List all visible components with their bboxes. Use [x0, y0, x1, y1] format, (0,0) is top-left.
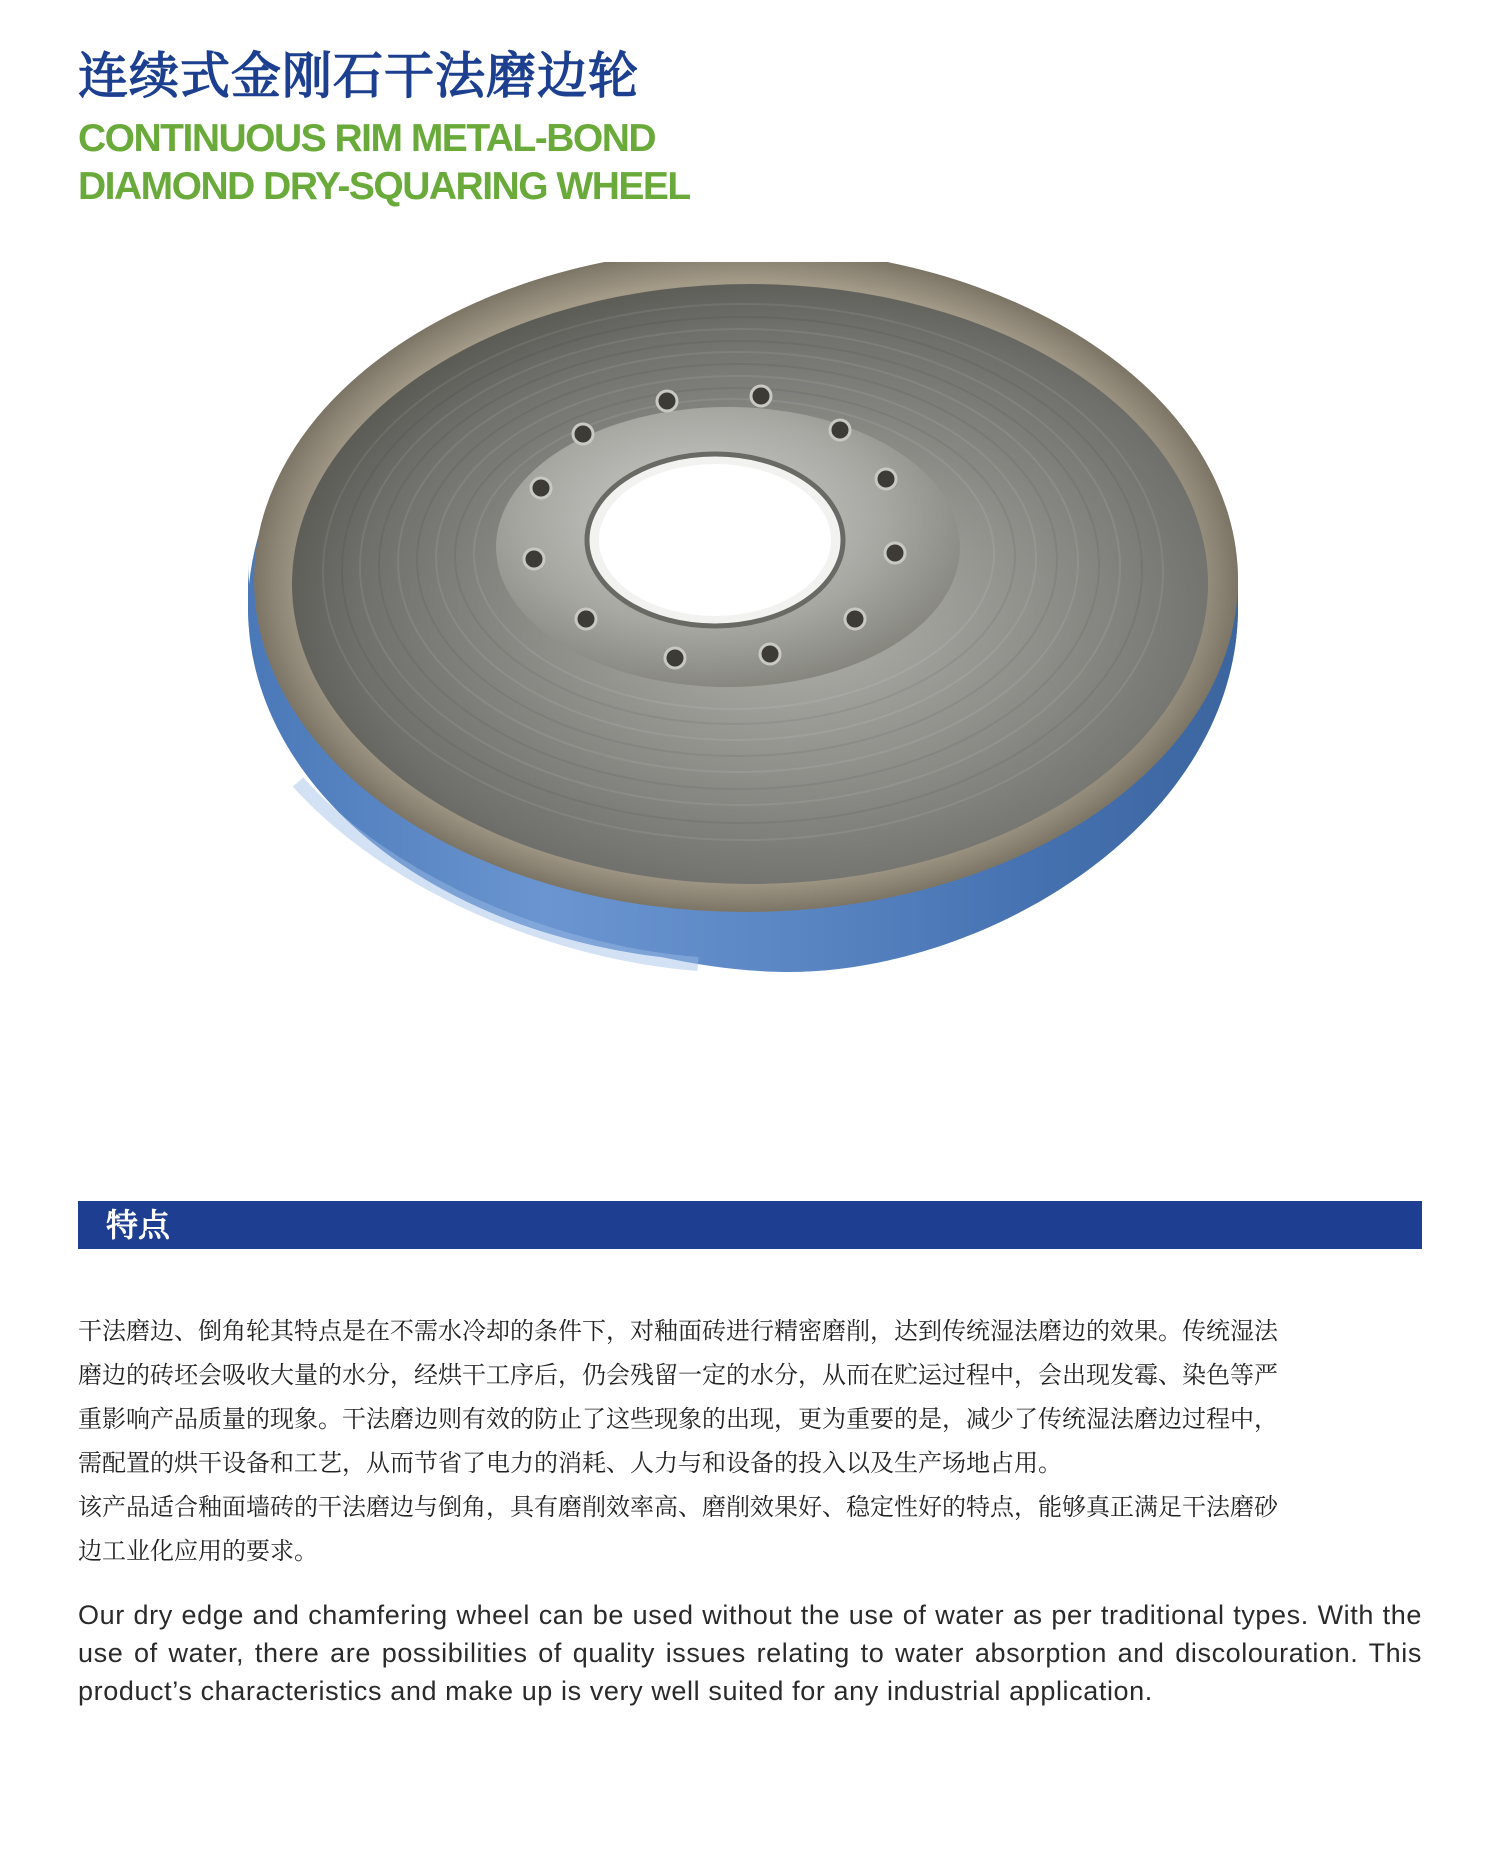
section-title: 特点	[106, 1206, 171, 1244]
product-photo	[228, 262, 1268, 1102]
description-cn-line: 需配置的烘干设备和工艺，从而节省了电力的消耗、人力与和设备的投入以及生产场地占用。	[78, 1449, 1062, 1477]
diamond-wheel-image	[228, 262, 1268, 1102]
description-cn-line: 边工业化应用的要求。	[78, 1537, 318, 1565]
page-title-english-line2: DIAMOND DRY-SQUARING WHEEL	[78, 165, 690, 208]
page-title-chinese: 连续式金刚石干法磨边轮	[78, 47, 639, 105]
description-cn-line: 该产品适合釉面墙砖的干法磨边与倒角，具有磨削效率高、磨削效果好、稳定性好的特点，能够真正满足干法磨砂	[78, 1493, 1278, 1521]
description-chinese	[78, 1309, 1428, 1573]
description-cn-line: 磨边的砖坯会吸收大量的水分，经烘干工序后，仍会残留一定的水分，从而在贮运过程中，会出现发霉、染色等严	[78, 1361, 1278, 1389]
section-header-bar	[78, 1201, 1422, 1249]
description-english: Our dry edge and chamfering wheel can be used without the use of water as per traditional types. With the use of water, there are possibilities of quality issues relating to water absorption and discolouration. This product’s characteristics and make up is very well suited for any industrial application.	[78, 1600, 1422, 1706]
page-title-english-line1: CONTINUOUS RIM METAL-BOND	[78, 117, 656, 160]
description-cn-line: 干法磨边、倒角轮其特点是在不需水冷却的条件下，对釉面砖进行精密磨削，达到传统湿法磨边的效果。传统湿法	[78, 1317, 1278, 1345]
description-cn-line: 重影响产品质量的现象。干法磨边则有效的防止了这些现象的出现，更为重要的是，减少了传统湿法磨边过程中，	[78, 1405, 1278, 1433]
